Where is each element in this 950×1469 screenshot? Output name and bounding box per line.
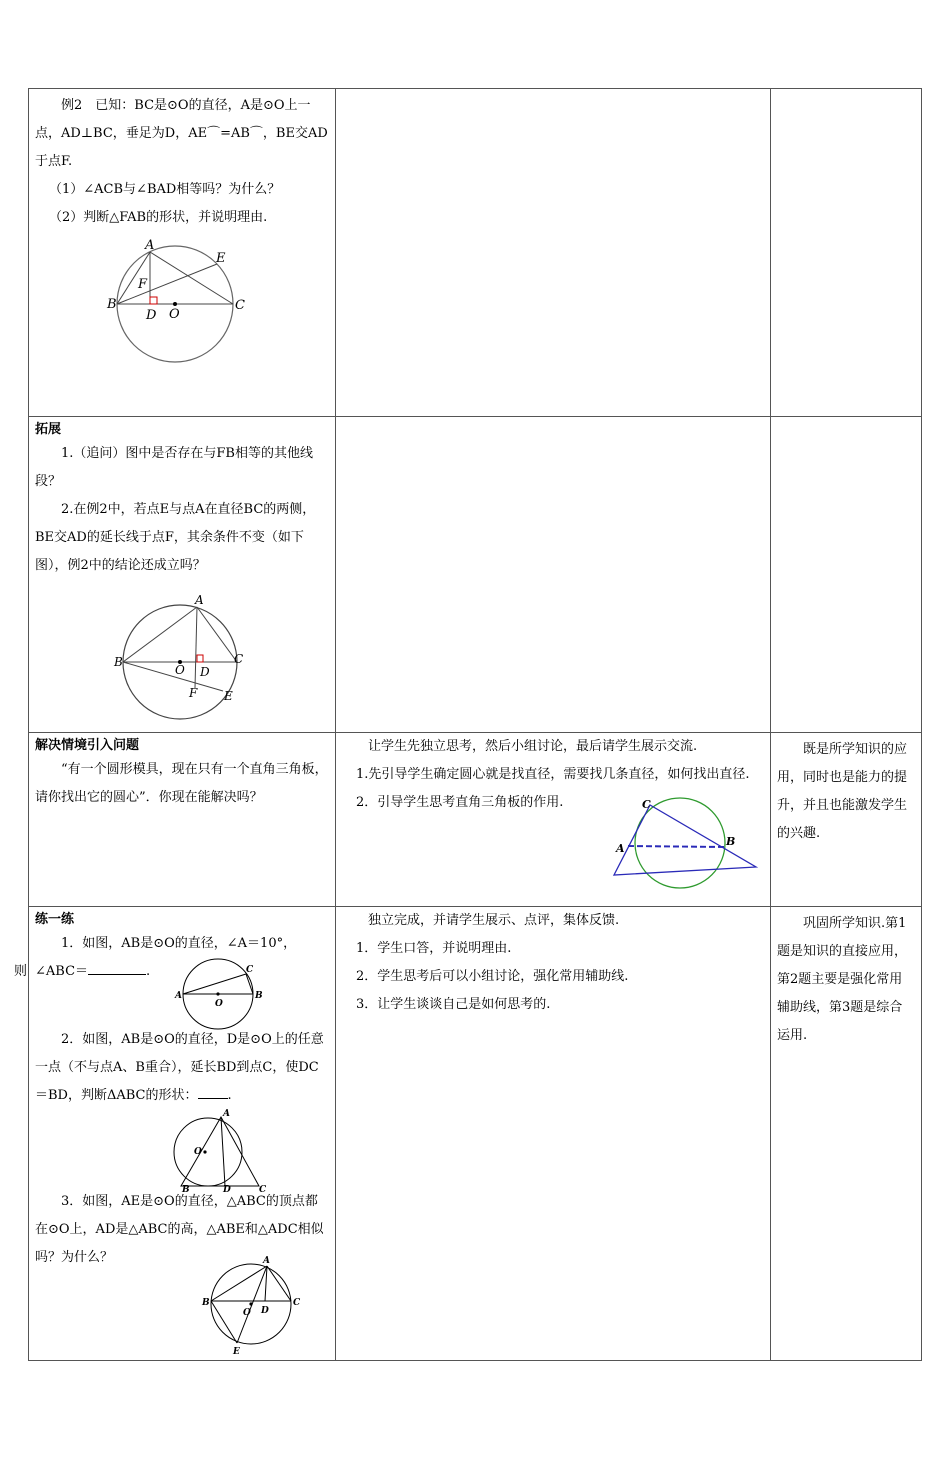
exercise-3: 3．如图，AE是⊙O的直径，△ABC的顶点都在⊙O上，AD是△ABC的高，△ABE和△ADC相似吗？为什么？ (35, 1194, 324, 1265)
label-A: A (223, 1109, 230, 1119)
situation-activity-cell (336, 733, 771, 907)
situation-activity-intro: 让学生先独立思考，然后小组讨论，最后请学生展示交流. (368, 739, 698, 754)
label-E: E (216, 251, 226, 266)
example-intent-cell (771, 89, 922, 417)
lesson-table (14, 88, 922, 1361)
extension-figure (35, 580, 329, 725)
exercise-2-figure (35, 1109, 329, 1195)
question-1: （1）∠ACB与∠BAD相等吗？为什么？ (49, 182, 281, 197)
label-A: A (195, 593, 204, 607)
exercise-3-figure (199, 1257, 309, 1357)
label-F: F (138, 277, 148, 292)
label-D: D (146, 308, 157, 323)
label-A: A (175, 991, 182, 1001)
label-E: E (233, 1347, 240, 1357)
label-D: D (223, 1185, 231, 1195)
label-C: C (259, 1185, 267, 1195)
row-practice (29, 907, 922, 1361)
answer-blank-2[interactable] (198, 1084, 228, 1099)
exercise-1-prefix: 则 (14, 964, 28, 979)
practice-activity-2: 2．学生思考后可以小组讨论，强化常用辅助线. (356, 969, 629, 984)
label-A: A (263, 1256, 270, 1266)
label-A: A (616, 842, 625, 855)
question-2: （2）判断△FAB的形状，并说明理由. (49, 210, 268, 225)
label-E: E (224, 689, 233, 703)
label-B: B (202, 1298, 210, 1308)
label-C: C (235, 298, 245, 313)
label-C: C (246, 965, 254, 975)
example-activity-cell (336, 89, 771, 417)
example-cell (29, 89, 336, 417)
label-C: C (293, 1298, 301, 1308)
situation-activity-2: 2．引导学生思考直角三角板的作用. (356, 795, 564, 810)
label-C: C (642, 798, 651, 811)
example-figure (35, 232, 329, 362)
label-C: C (234, 652, 244, 666)
extension-p2: 2.在例2中，若点E与点A在直径BC的两侧，BE交AD的延长线于点F，其余条件不变（如下图），例2中的结论还成立吗？ (35, 502, 316, 573)
label-B: B (114, 655, 123, 669)
label-B: B (182, 1185, 190, 1195)
extension-heading: 拓展 (35, 422, 62, 437)
label-A: A (145, 238, 155, 253)
label-D: D (200, 665, 210, 679)
row-example-2 (29, 89, 922, 417)
row-situation (29, 733, 922, 907)
practice-intent: 巩固所学知识.第1题是知识的直接应用，第2题主要是强化常用辅助线，第3题是综合运用. (777, 916, 908, 1043)
extension-activity-cell (336, 417, 771, 733)
practice-heading: 练一练 (35, 912, 75, 927)
situation-activity-1: 1.先引导学生确定圆心就是找直径，需要找几条直径，如何找出直径. (356, 767, 750, 782)
label-O: O (194, 1147, 202, 1157)
label-D: D (261, 1306, 269, 1316)
extension-p1: 1.（追问）图中是否存在与FB相等的其他线段？ (35, 446, 313, 489)
situation-problem: “有一个圆形模具，现在只有一个直角三角板，请你找出它的圆心”．你现在能解决吗？ (35, 762, 328, 805)
label-O: O (175, 663, 185, 677)
practice-activity-cell (336, 907, 771, 1361)
practice-activity-3: 3．让学生谈谈自己是如何思考的. (356, 997, 551, 1012)
extension-intent-cell (771, 417, 922, 733)
extension-cell (29, 417, 336, 733)
label-O: O (243, 1308, 251, 1318)
practice-activity-1: 1．学生口答，并说明理由. (356, 941, 512, 956)
label-B: B (255, 991, 263, 1001)
situation-cell (29, 733, 336, 907)
exercise-1-b: ∠ABC＝ (35, 964, 89, 979)
label-B: B (107, 297, 117, 312)
label-O: O (169, 307, 180, 322)
label-O: O (215, 999, 223, 1009)
answer-blank-1[interactable] (88, 960, 146, 975)
situation-intent: 既是所学知识的应用，同时也是能力的提升，并且也能激发学生的兴趣. (777, 742, 908, 841)
situation-heading: 解决情境引入问题 (35, 738, 140, 753)
practice-cell (14, 907, 336, 1361)
label-B: B (726, 835, 736, 848)
practice-intent-cell (771, 907, 922, 1361)
row-extension (29, 417, 922, 733)
exercise-2: 2．如图，AB是⊙O的直径，D是⊙O上的任意一点（不与点A、B重合），延长BD到点C，使DC＝BD，判断ΔABC的形状： . (35, 1032, 324, 1103)
example-text: 例2 已知：BC是⊙O的直径，A是⊙O上一点，AD⊥BC，垂足为D，AE⌒=AB⌒，BE交AD于点F. (35, 98, 328, 169)
situation-intent-cell (771, 733, 922, 907)
label-F: F (189, 686, 198, 700)
exercise-1-a: 1．如图，AB是⊙O的直径，∠A＝10°， (61, 936, 297, 951)
exercise-1-b-line: 则 ∠ABC＝ . (35, 958, 329, 986)
practice-activity-intro: 独立完成，并请学生展示、点评，集体反馈. (368, 913, 620, 928)
triangle-circle-figure (606, 798, 766, 887)
